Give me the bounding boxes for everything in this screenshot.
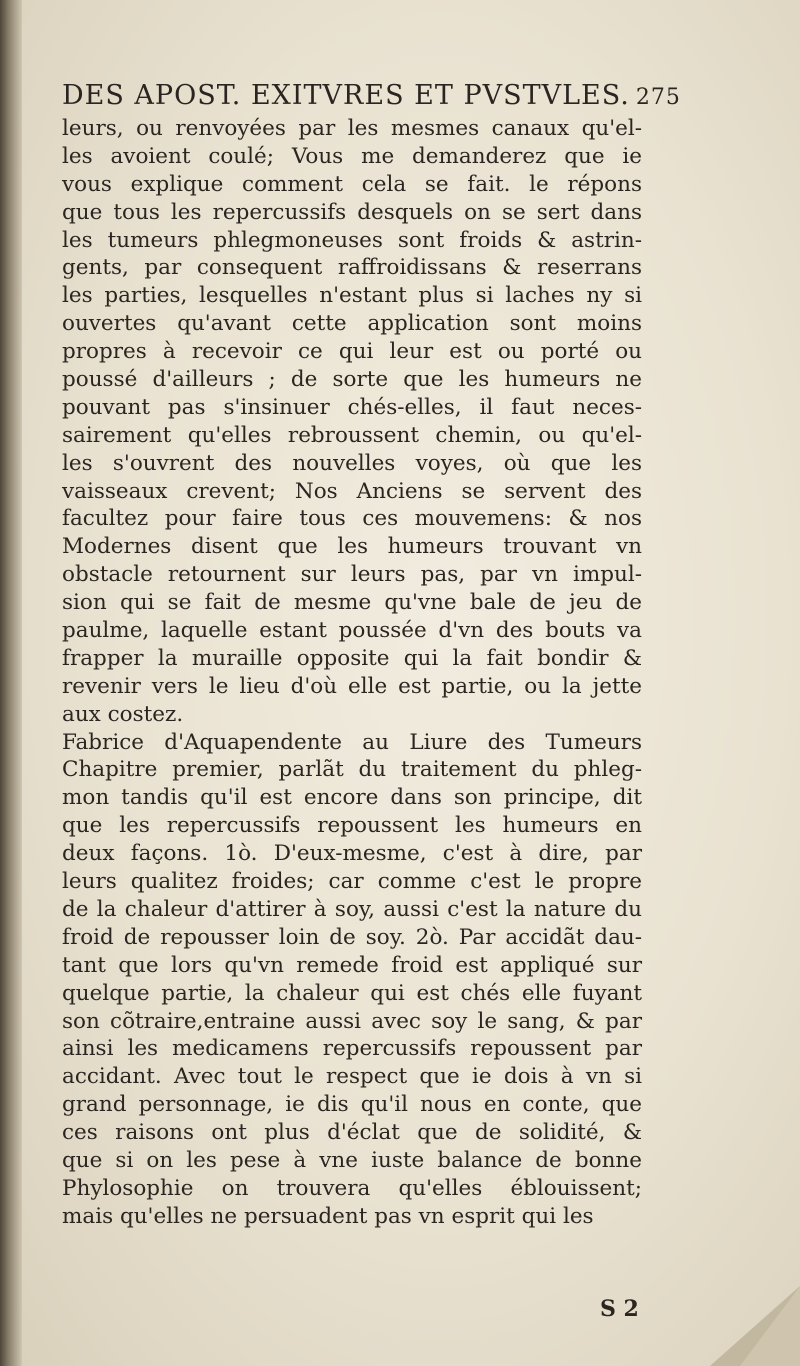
text-line: les parties, lesquelles n'estant plus si laches ny si: [62, 283, 642, 309]
text-line: sion qui se fait de mesme qu'vne bale de jeu de: [62, 590, 642, 616]
running-head: [62, 80, 752, 111]
signature-mark: S 2: [600, 1296, 639, 1322]
text-line: ouvertes qu'avant cette application sont moins: [62, 311, 642, 337]
text-line: quelque partie, la chaleur qui est chés elle fuyant: [62, 980, 642, 1006]
text-line: Fabrice d'Aquapendente au Liure des Tumeurs: [62, 729, 642, 755]
text-line: facultez pour faire tous ces mouvemens: & nos: [62, 506, 642, 532]
corner-fold: [680, 1276, 800, 1366]
text-line: que si on les pese à vne iuste balance de bonne: [62, 1147, 642, 1173]
body-text: [62, 115, 762, 1231]
text-line: leurs qualitez froides; car comme c'est le propre: [62, 869, 642, 895]
text-line: tant que lors qu'vn remede froid est appliqué sur: [62, 952, 642, 978]
text-line: les s'ouvrent des nouvelles voyes, où que les: [62, 450, 642, 476]
text-line: paulme, laquelle estant poussée d'vn des bouts va: [62, 618, 642, 644]
text-line: deux façons. 1ò. D'eux-mesme, c'est à dire, par: [62, 841, 642, 867]
text-line: accidant. Avec tout le respect que ie dois à vn si: [62, 1064, 642, 1090]
text-line: propres à recevoir ce qui leur est ou porté ou: [62, 339, 642, 365]
text-line: les tumeurs phlegmoneuses sont froids & astrin-: [62, 227, 642, 253]
page-number: 275: [635, 85, 681, 110]
text-line: vaisseaux crevent; Nos Anciens se servent des: [62, 478, 642, 504]
text-line: ces raisons ont plus d'éclat que de solidité, &: [62, 1120, 642, 1146]
text-line: grand personnage, ie dis qu'il nous en conte, que: [62, 1092, 642, 1118]
running-head-title: DES APOST. EXITVRES ET PVSTVLES.: [62, 80, 630, 111]
text-line: que tous les repercussifs desquels on se sert dans: [62, 199, 642, 225]
text-line: que les repercussifs repoussent les humeurs en: [62, 813, 642, 839]
text-line: leurs, ou renvoyées par les mesmes canaux qu'el-: [62, 116, 642, 141]
text-line: Phylosophie on trouvera qu'elles éblouissent;: [62, 1175, 642, 1201]
text-line: gents, par consequent raffroidissans & reserrans: [62, 255, 642, 281]
text-line: frapper la muraille opposite qui la fait bondir &: [62, 645, 642, 671]
text-line: mon tandis qu'il est encore dans son principe, dit: [62, 785, 642, 811]
text-line: Chapitre premier, parlãt du traitement du phleg-: [62, 757, 642, 783]
text-line: sairement qu'elles rebroussent chemin, ou qu'el-: [62, 422, 642, 448]
text-line: pouvant pas s'insinuer chés-elles, il faut neces-: [62, 394, 642, 420]
text-line: poussé d'ailleurs ; de sorte que les humeurs ne: [62, 367, 642, 393]
text-line: ainsi les medicamens repercussifs repoussent par: [62, 1036, 642, 1062]
text-line: froid de repousser loin de soy. 2ò. Par accidãt dau-: [62, 924, 642, 950]
text-line: revenir vers le lieu d'où elle est partie, ou la jette: [62, 673, 642, 699]
text-line: aux costez.: [62, 701, 184, 727]
text-line: vous explique comment cela se fait. le répons: [62, 171, 642, 197]
text-line: Modernes disent que les humeurs trouvant vn: [62, 534, 642, 560]
text-line: obstacle retournent sur leurs pas, par vn impul-: [62, 562, 642, 588]
text-line: de la chaleur d'attirer à soy, aussi c'est la nature du: [62, 896, 642, 922]
text-line: mais qu'elles ne persuadent pas vn esprit qui les: [62, 1203, 594, 1229]
text-line: son cõtraire,entraine aussi avec soy le sang, & par: [62, 1008, 642, 1034]
binding-shadow: [0, 0, 22, 1366]
text-line: les avoient coulé; Vous me demanderez que ie: [62, 143, 642, 169]
